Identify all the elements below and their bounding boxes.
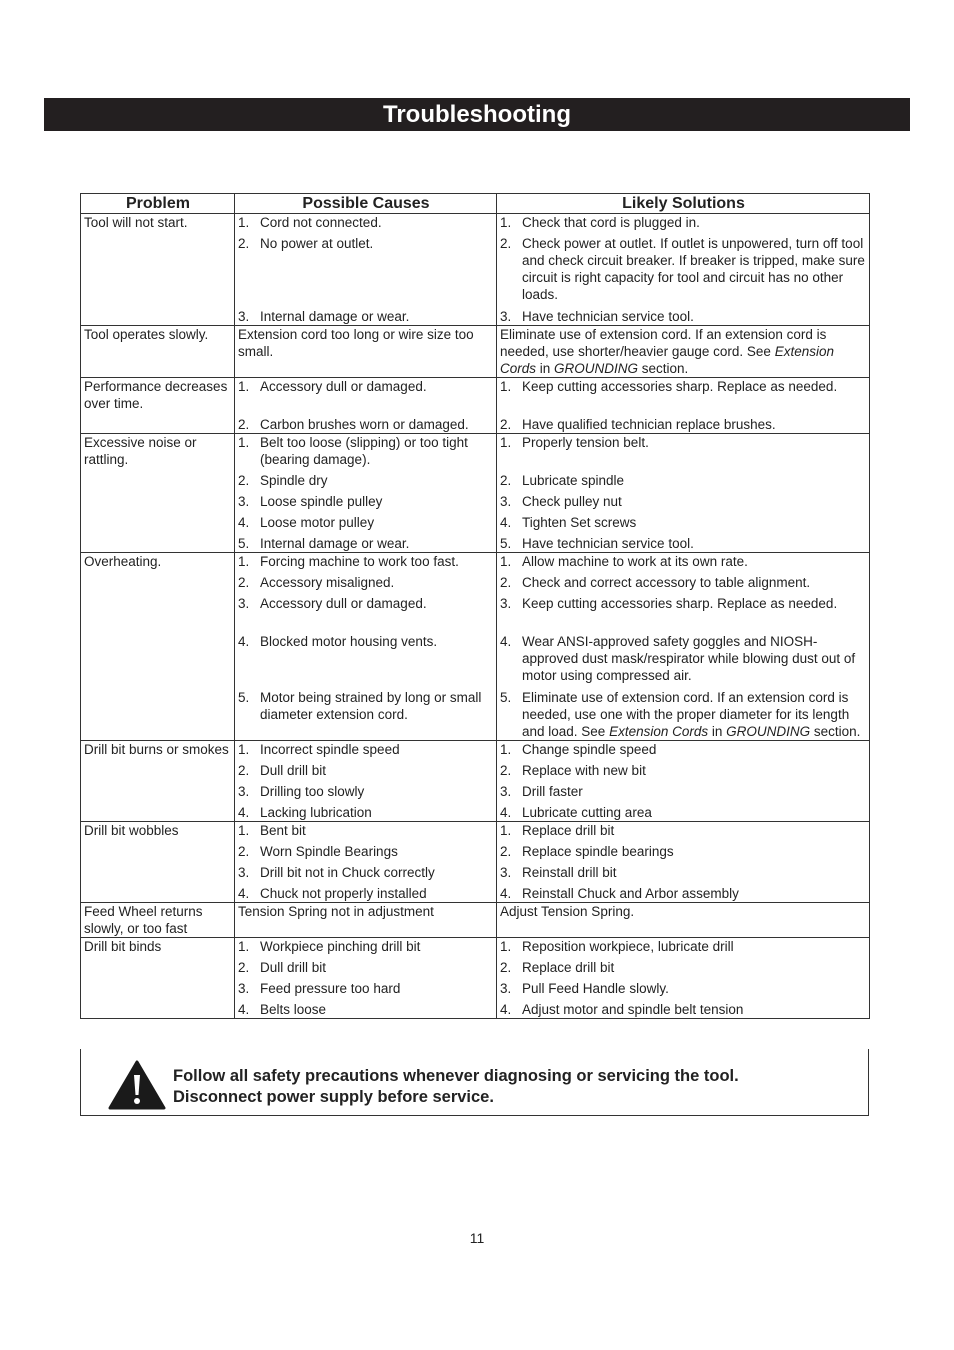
solutions-cell [497,434,870,553]
problem-cell: Excessive noise or rattling. [81,434,235,553]
solution-number: 2. [500,473,512,488]
cause-text: Forcing machine to work too fast. [260,554,459,569]
problem-cell: Tool operates slowly. [81,326,235,378]
cause-number: 2. [238,844,250,859]
solution-number: 1. [500,742,512,757]
header-causes: Possible Causes [235,194,497,214]
solution-number: 3. [500,494,512,509]
solution-text: Replace drill bit [522,960,615,975]
solution-number: 2. [500,763,512,778]
header-solutions: Likely Solutions [497,194,870,214]
cause-text: Chuck not properly installed [260,886,427,901]
header-problem: Problem [81,194,235,214]
table-row [81,741,870,822]
cause-number: 3. [238,784,250,799]
table-header-row [81,194,870,214]
cause-number: 4. [238,634,250,649]
solution-text: Lubricate cutting area [522,805,652,820]
cause-number: 3. [238,596,250,611]
cause-number: 5. [238,690,250,705]
cause-number: 1. [238,823,250,838]
solution-number: 5. [500,536,512,551]
causes-cell: Extension cord too long or wire size too small. [235,326,497,378]
solution-number: 2. [500,417,512,432]
solution-text: Reinstall Chuck and Arbor assembly [522,886,739,901]
table-row [81,434,870,553]
solution-text-part: section. [810,724,861,739]
cause-number: 3. [238,981,250,996]
cause-number: 3. [238,494,250,509]
cause-number: 2. [238,417,250,432]
cause-text: Feed pressure too hard [260,981,401,996]
cause-text: Accessory misaligned. [260,575,395,590]
cause-number: 1. [238,435,250,450]
cause-text: Dull drill bit [260,763,327,778]
causes-cell [235,553,497,741]
warning-line-2: Disconnect power supply before service. [173,1088,494,1106]
reference-grounding: GROUNDING [554,361,639,376]
cause-text: Loose spindle pulley [260,494,383,509]
solution-number: 2. [500,844,512,859]
solution-text: Have qualified technician replace brushes. [522,417,776,432]
solution-text: Adjust motor and spindle belt tension [522,1002,744,1017]
problem-cell: Feed Wheel returns slowly, or too fast [81,903,235,938]
cause-text: Drilling too slowly [260,784,365,799]
solution-number: 4. [500,1002,512,1017]
warning-text [173,1066,739,1108]
problem-cell: Tool will not start. [81,214,235,326]
table-row [81,378,870,434]
table-row [81,214,870,326]
problem-cell: Overheating. [81,553,235,741]
cause-number: 3. [238,309,250,324]
cause-text: Cord not connected. [260,215,382,230]
solution-text: Pull Feed Handle slowly. [522,981,669,996]
solution-text-part: Eliminate use of extension cord. If an extension cord is needed, use one with the proper diameter for its length and load. See [522,690,850,739]
causes-cell [235,434,497,553]
solution-text: Lubricate spindle [522,473,625,488]
solution-number: 1. [500,379,512,394]
solution-number: 5. [500,690,512,705]
solution-number: 2. [500,960,512,975]
solutions-cell [497,822,870,903]
cause-number: 1. [238,379,250,394]
causes-cell: Tension Spring not in adjustment [235,903,497,938]
cause-number: 4. [238,1002,250,1017]
cause-text: Motor being strained by long or small diameter extension cord. [260,690,482,722]
solution-number: 1. [500,939,512,954]
solution-text: Replace with new bit [522,763,646,778]
solution-number: 4. [500,634,512,649]
causes-cell [235,214,497,326]
causes-cell [235,938,497,1019]
solution-text: section. [638,361,689,376]
reference-extension-cords: Extension Cords [609,724,709,739]
cause-number: 4. [238,515,250,530]
solution-text: Properly tension belt. [522,435,649,450]
solution-text [522,689,867,740]
cause-number: 4. [238,805,250,820]
solution-text: Replace drill bit [522,823,615,838]
causes-cell [235,378,497,434]
cause-text: Lacking lubrication [260,805,372,820]
solutions-cell [497,741,870,822]
cause-text: Drill bit not in Chuck correctly [260,865,435,880]
page-number: 11 [469,1230,485,1246]
solution-text: Reposition workpiece, lubricate drill [522,939,734,954]
table-row [81,326,870,378]
warning-triangle-icon [108,1060,166,1110]
solutions-cell [497,378,870,434]
solution-text: Change spindle speed [522,742,657,757]
troubleshooting-table [80,193,870,1019]
table-row [81,903,870,938]
cause-number: 3. [238,865,250,880]
cause-text: Accessory dull or damaged. [260,596,427,611]
solution-number: 4. [500,805,512,820]
table-row [81,938,870,1019]
solution-number: 4. [500,515,512,530]
cause-text: Internal damage or wear. [260,536,410,551]
solution-number: 1. [500,215,512,230]
cause-number: 2. [238,473,250,488]
cause-number: 5. [238,536,250,551]
reference-grounding: GROUNDING [726,724,811,739]
warning-line-1: Follow all safety precautions whenever diagnosing or servicing the tool. [173,1067,739,1085]
solutions-cell [497,214,870,326]
solution-text: Keep cutting accessories sharp. Replace as needed. [522,379,838,394]
solutions-cell: Adjust Tension Spring. [497,903,870,938]
solution-text: Check power at outlet. If outlet is unpowered, turn off tool and check circuit breaker. If breaker is tripped, make sure circuit is right capacity for tool and circuit has no other loads. [522,236,865,302]
reference-extension-cords: Extension Cords [500,344,834,376]
cause-number: 2. [238,960,250,975]
cause-text: Worn Spindle Bearings [260,844,398,859]
solution-text: Wear ANSI-approved safety goggles and NIOSH-approved dust mask/respirator while blowing dust out of motor using compressed air. [522,634,856,683]
solution-text: Reinstall drill bit [522,865,617,880]
problem-cell: Drill bit burns or smokes [81,741,235,822]
cause-number: 1. [238,742,250,757]
solution-number: 1. [500,823,512,838]
cause-text: Belt too loose (slipping) or too tight (bearing damage). [260,435,468,467]
solution-number: 3. [500,309,512,324]
solution-text: Have technician service tool. [522,309,694,324]
cause-number: 1. [238,215,250,230]
solutions-cell [497,326,870,378]
solution-number: 3. [500,865,512,880]
cause-number: 2. [238,763,250,778]
solution-text: Tighten Set screws [522,515,637,530]
cause-text: Blocked motor housing vents. [260,634,438,649]
solutions-cell [497,938,870,1019]
solution-text: Check that cord is plugged in. [522,215,700,230]
solution-text: Allow machine to work at its own rate. [522,554,748,569]
solution-number: 3. [500,596,512,611]
problem-cell: Performance decreases over time. [81,378,235,434]
solution-text: Drill faster [522,784,583,799]
cause-text: Belts loose [260,1002,327,1017]
cause-text: Incorrect spindle speed [260,742,400,757]
cause-number: 2. [238,575,250,590]
cause-number: 4. [238,886,250,901]
cause-text: Spindle dry [260,473,328,488]
problem-cell: Drill bit wobbles [81,822,235,903]
cause-text: Carbon brushes worn or damaged. [260,417,469,432]
solution-number: 3. [500,784,512,799]
safety-warning-box [80,1049,869,1116]
solution-text: Replace spindle bearings [522,844,674,859]
solution-text: Eliminate use of extension cord. If an extension cord is needed, use shorter/heavier gauge cord. See [500,327,827,359]
cause-text: Internal damage or wear. [260,309,410,324]
cause-text: No power at outlet. [260,236,374,251]
cause-text: Dull drill bit [260,960,327,975]
cause-number: 1. [238,939,250,954]
solution-text: Check and correct accessory to table alignment. [522,575,811,590]
table-row [81,553,870,741]
solution-text: Check pulley nut [522,494,622,509]
solution-number: 1. [500,554,512,569]
solution-text: Keep cutting accessories sharp. Replace as needed. [522,596,838,611]
solution-number: 2. [500,575,512,590]
solution-number: 3. [500,981,512,996]
causes-cell [235,822,497,903]
solution-text-part: in [708,724,727,739]
problem-cell: Drill bit binds [81,938,235,1019]
causes-cell [235,741,497,822]
cause-number: 1. [238,554,250,569]
cause-text: Accessory dull or damaged. [260,379,427,394]
page-title: Troubleshooting [44,98,910,131]
table-row [81,822,870,903]
cause-text: Workpiece pinching drill bit [260,939,421,954]
solution-number: 2. [500,236,512,251]
cause-text: Loose motor pulley [260,515,375,530]
solution-text: in [536,361,555,376]
cause-number: 2. [238,236,250,251]
solutions-cell [497,553,870,741]
cause-text: Bent bit [260,823,306,838]
solution-text: Have technician service tool. [522,536,694,551]
solution-number: 4. [500,886,512,901]
solution-number: 1. [500,435,512,450]
